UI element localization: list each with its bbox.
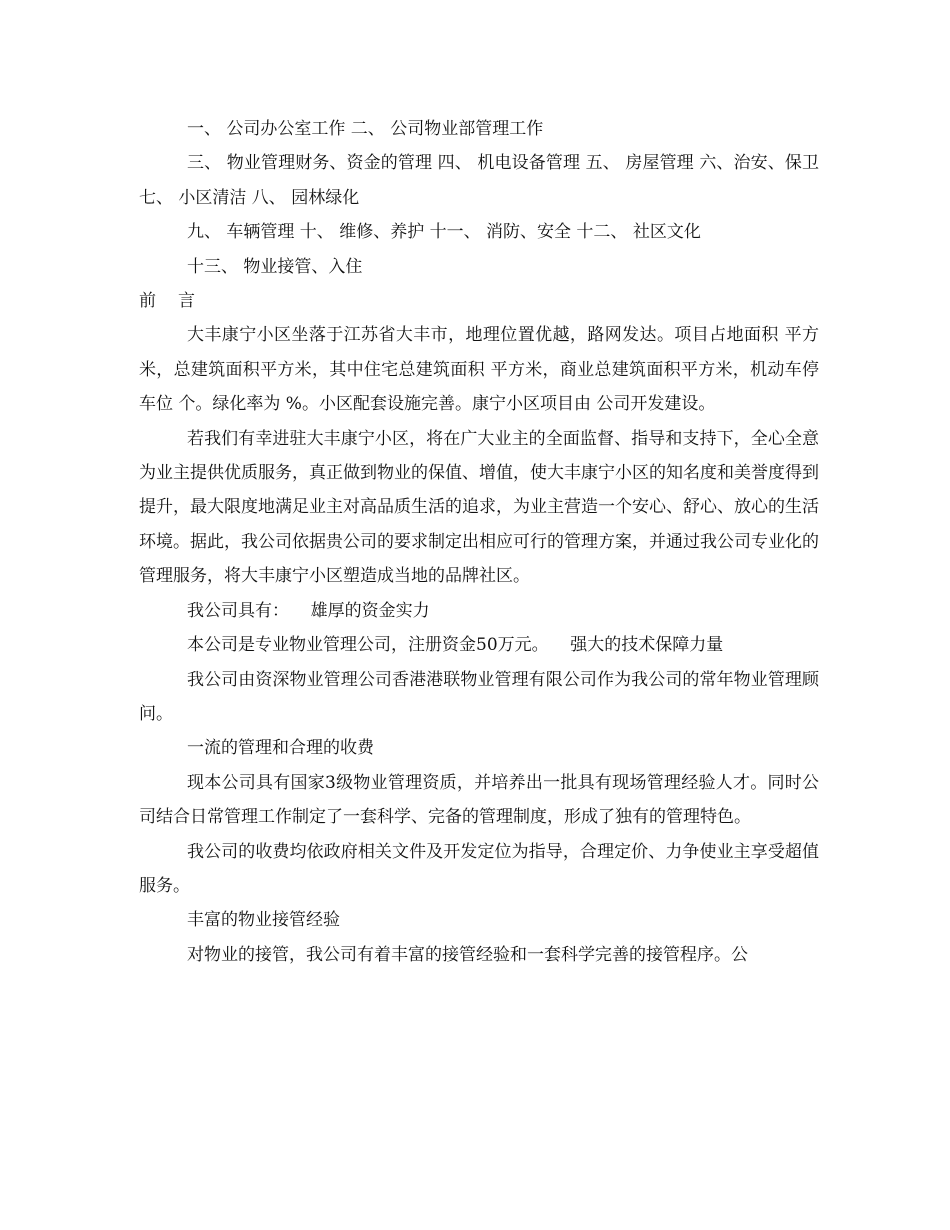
management-heading: 一流的管理和合理的收费 (187, 738, 374, 759)
commitment-paragraph: 若我们有幸进驻大丰康宁小区，将在广大业主的全面监督、指导和支持下，全心全意为业主提供优质服务，真正做到物业的保值、增值，使大丰康宁小区的知名度和美誉度得到提升，最大限度地满足业主对高品质生活的追求，为业主营造一个安心、舒心、放心的生活环境。据此，我公司依据贵公司的要求制定出相应可行的管理方案，并通过我公司专业化的管理服务，将大丰康宁小区塑造成当地的品牌社区。 (139, 428, 819, 587)
preface-title-char: 前 (139, 291, 156, 312)
preface-title-char: 言 (178, 291, 195, 312)
consultant-paragraph: 我公司由资深物业管理公司香港港联物业管理有限公司作为我公司的常年物业管理顾问。 (139, 669, 819, 724)
experience-heading: 丰富的物业接管经验 (187, 910, 340, 931)
toc-line: 九、 车辆管理 十、 维修、养护 十一、 消防、安全 十二、 社区文化 (187, 222, 701, 243)
takeover-paragraph: 对物业的接管，我公司有着丰富的接管经验和一套科学完善的接管程序。公 (187, 944, 748, 965)
capital-line: 本公司是专业物业管理公司，注册资金50万元。 强大的技术保障力量 (187, 635, 724, 656)
toc-line: 十三、 物业接管、入住 (187, 256, 363, 277)
qualification-paragraph: 现本公司具有国家3级物业管理资质，并培养出一批具有现场管理经验人才。同时公司结合日常管理工作制定了一套科学、完备的管理制度，形成了独有的管理特色。 (139, 772, 819, 828)
toc-line: 三、 物业管理财务、资金的管理 四、 机电设备管理 五、 房屋管理 六、治安、保卫 七、 小区清洁 八、 园林绿化 (139, 153, 819, 208)
document-body (139, 112, 819, 972)
preface-heading (139, 284, 819, 318)
fees-paragraph: 我公司的收费均依政府相关文件及开发定位为指导，合理定价、力争使业主享受超值服务。 (139, 841, 819, 896)
toc-line: 一、 公司办公室工作 二、 公司物业部管理工作 (187, 119, 544, 139)
intro-paragraph: 大丰康宁小区坐落于江苏省大丰市，地理位置优越，路网发达。项目占地面积 平方米，总建筑面积平方米，其中住宅总建筑面积 平方米，商业总建筑面积平方米，机动车停车位 个。绿化率为 %。小区配套设施完善。康宁小区项目由 公司开发建设。 (139, 325, 819, 415)
company-has-line: 我公司具有： 雄厚的资金实力 (187, 600, 430, 621)
